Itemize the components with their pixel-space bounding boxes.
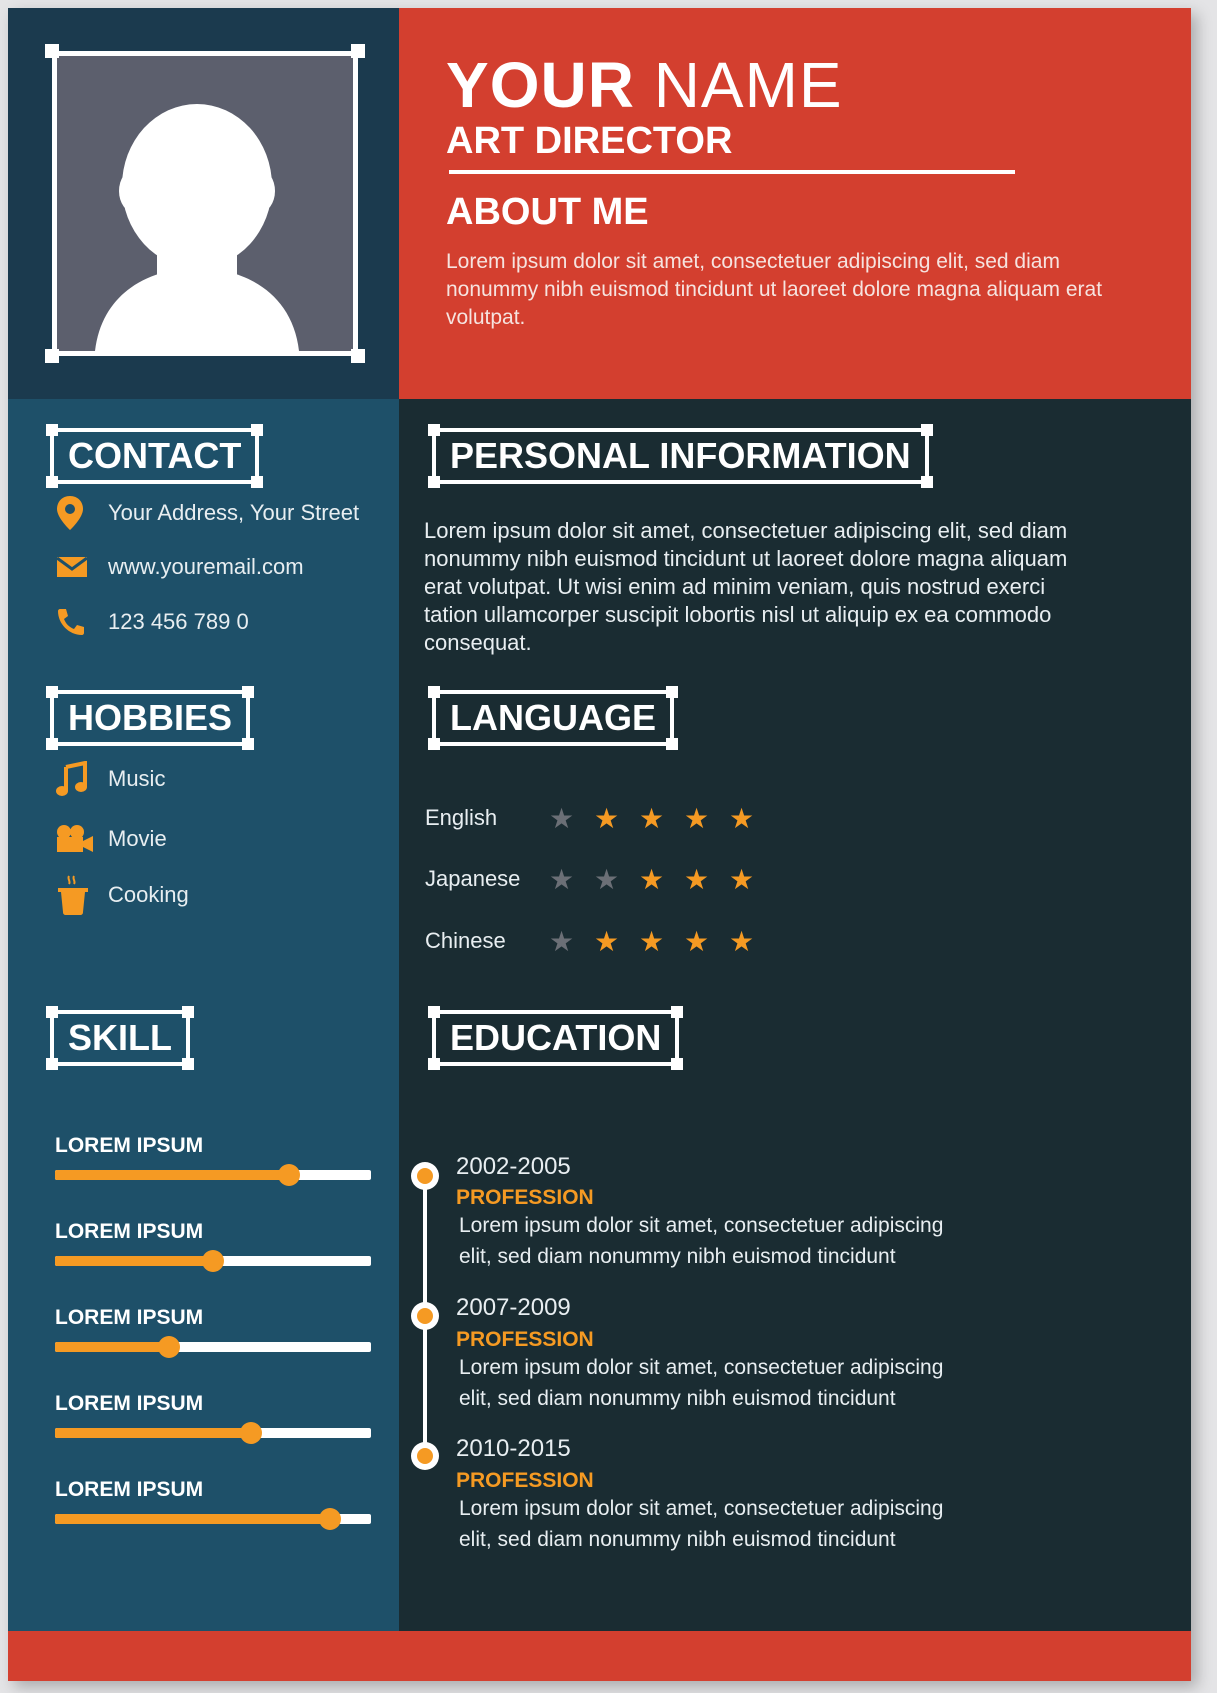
header-panel bbox=[399, 8, 1191, 399]
person-silhouette-icon bbox=[57, 56, 353, 351]
star-empty-icon: ★ bbox=[549, 864, 575, 895]
language-rating bbox=[549, 805, 774, 833]
timeline-dot bbox=[411, 1302, 439, 1330]
skill-bar-knob bbox=[158, 1336, 180, 1358]
language-name: Chinese bbox=[425, 928, 506, 953]
star-filled-icon: ★ bbox=[684, 864, 710, 895]
language-name: Japanese bbox=[425, 866, 521, 891]
education-description: Lorem ipsum dolor sit amet, consectetuer adipiscing elit, sed diam nonummy nibh euismod tincidunt bbox=[459, 1356, 944, 1410]
star-filled-icon: ★ bbox=[729, 926, 755, 957]
timeline-dot bbox=[411, 1442, 439, 1470]
contact-phone[interactable]: 123 456 789 0 bbox=[56, 604, 249, 640]
skill-bar bbox=[55, 1514, 371, 1524]
movie-camera-icon bbox=[56, 821, 96, 857]
job-title: ART DIRECTOR bbox=[446, 120, 733, 162]
main-column bbox=[399, 399, 1191, 1631]
resume-page bbox=[8, 8, 1191, 1681]
hobby-movie: Movie bbox=[56, 821, 167, 857]
skill-label: LOREM IPSUM bbox=[55, 1134, 204, 1157]
phone-icon bbox=[56, 604, 96, 640]
hobby-music: Music bbox=[56, 761, 165, 797]
star-filled-icon: ★ bbox=[729, 864, 755, 895]
star-filled-icon: ★ bbox=[639, 864, 665, 895]
hobby-cooking: Cooking bbox=[56, 877, 189, 913]
contact-email[interactable]: www.youremail.com bbox=[56, 549, 304, 585]
skill-bar bbox=[55, 1428, 371, 1438]
about-me-heading: ABOUT ME bbox=[446, 191, 649, 233]
star-filled-icon: ★ bbox=[684, 803, 710, 834]
education-heading: EDUCATION bbox=[432, 1010, 679, 1066]
about-me-text: Lorem ipsum dolor sit amet, consectetuer adipiscing elit, sed diam nonummy nibh euismod tincidunt ut laoreet dolore magna aliquam erat volutpat. bbox=[446, 250, 1103, 329]
music-note-icon bbox=[56, 761, 96, 797]
sidebar bbox=[8, 399, 399, 1631]
skill-bar bbox=[55, 1256, 371, 1266]
personal-information-text: Lorem ipsum dolor sit amet, consectetuer adipiscing elit, sed diam nonummy nibh euismod tincidunt ut laoreet dolore magna aliquam erat volutpat. Ut wisi enim ad minim veniam, quis nostrud exerci tation ullamcorper suscipit lobortis nisl ut aliquip ex ea commodo consequat. bbox=[424, 518, 1068, 655]
star-filled-icon: ★ bbox=[684, 926, 710, 957]
education-description: Lorem ipsum dolor sit amet, consectetuer adipiscing elit, sed diam nonummy nibh euismod tincidunt bbox=[459, 1497, 944, 1551]
star-empty-icon: ★ bbox=[549, 803, 575, 834]
skill-bar-knob bbox=[240, 1422, 262, 1444]
full-name: YOUR NAME bbox=[446, 49, 843, 121]
star-filled-icon: ★ bbox=[729, 803, 755, 834]
envelope-icon bbox=[56, 549, 96, 585]
skill-label: LOREM IPSUM bbox=[55, 1478, 204, 1501]
hobbies-heading: HOBBIES bbox=[50, 690, 250, 746]
language-name: English bbox=[425, 805, 498, 830]
education-years: 2002-2005 bbox=[456, 1153, 571, 1180]
star-filled-icon: ★ bbox=[639, 803, 665, 834]
skill-bar bbox=[55, 1342, 371, 1352]
profile-photo-placeholder bbox=[52, 51, 358, 356]
personal-information-heading: PERSONAL INFORMATION bbox=[432, 428, 929, 484]
location-pin-icon bbox=[56, 495, 96, 531]
header-divider bbox=[449, 170, 1015, 174]
education-years: 2010-2015 bbox=[456, 1435, 571, 1462]
footer-bar bbox=[8, 1631, 1191, 1681]
contact-heading: CONTACT bbox=[50, 428, 259, 484]
skill-bar-knob bbox=[319, 1508, 341, 1530]
photo-panel bbox=[8, 8, 399, 399]
education-profession: PROFESSION bbox=[456, 1186, 594, 1209]
skill-bar-knob bbox=[278, 1164, 300, 1186]
education-profession: PROFESSION bbox=[456, 1469, 594, 1492]
star-empty-icon: ★ bbox=[549, 926, 575, 957]
skill-label: LOREM IPSUM bbox=[55, 1306, 204, 1329]
skill-bar bbox=[55, 1170, 371, 1180]
cooking-pot-icon bbox=[56, 877, 96, 913]
language-rating bbox=[549, 866, 774, 894]
education-profession: PROFESSION bbox=[456, 1328, 594, 1351]
skill-bar-knob bbox=[202, 1250, 224, 1272]
language-rating bbox=[549, 928, 774, 956]
language-heading: LANGUAGE bbox=[432, 690, 674, 746]
star-empty-icon: ★ bbox=[594, 864, 620, 895]
star-filled-icon: ★ bbox=[639, 926, 665, 957]
education-description: Lorem ipsum dolor sit amet, consectetuer adipiscing elit, sed diam nonummy nibh euismod tincidunt bbox=[459, 1214, 944, 1268]
timeline-dot bbox=[411, 1162, 439, 1190]
education-years: 2007-2009 bbox=[456, 1294, 571, 1321]
skill-heading: SKILL bbox=[50, 1010, 190, 1066]
contact-address: Your Address, Your Street bbox=[56, 495, 359, 531]
skill-label: LOREM IPSUM bbox=[55, 1392, 204, 1415]
star-filled-icon: ★ bbox=[594, 803, 620, 834]
skill-label: LOREM IPSUM bbox=[55, 1220, 204, 1243]
star-filled-icon: ★ bbox=[594, 926, 620, 957]
